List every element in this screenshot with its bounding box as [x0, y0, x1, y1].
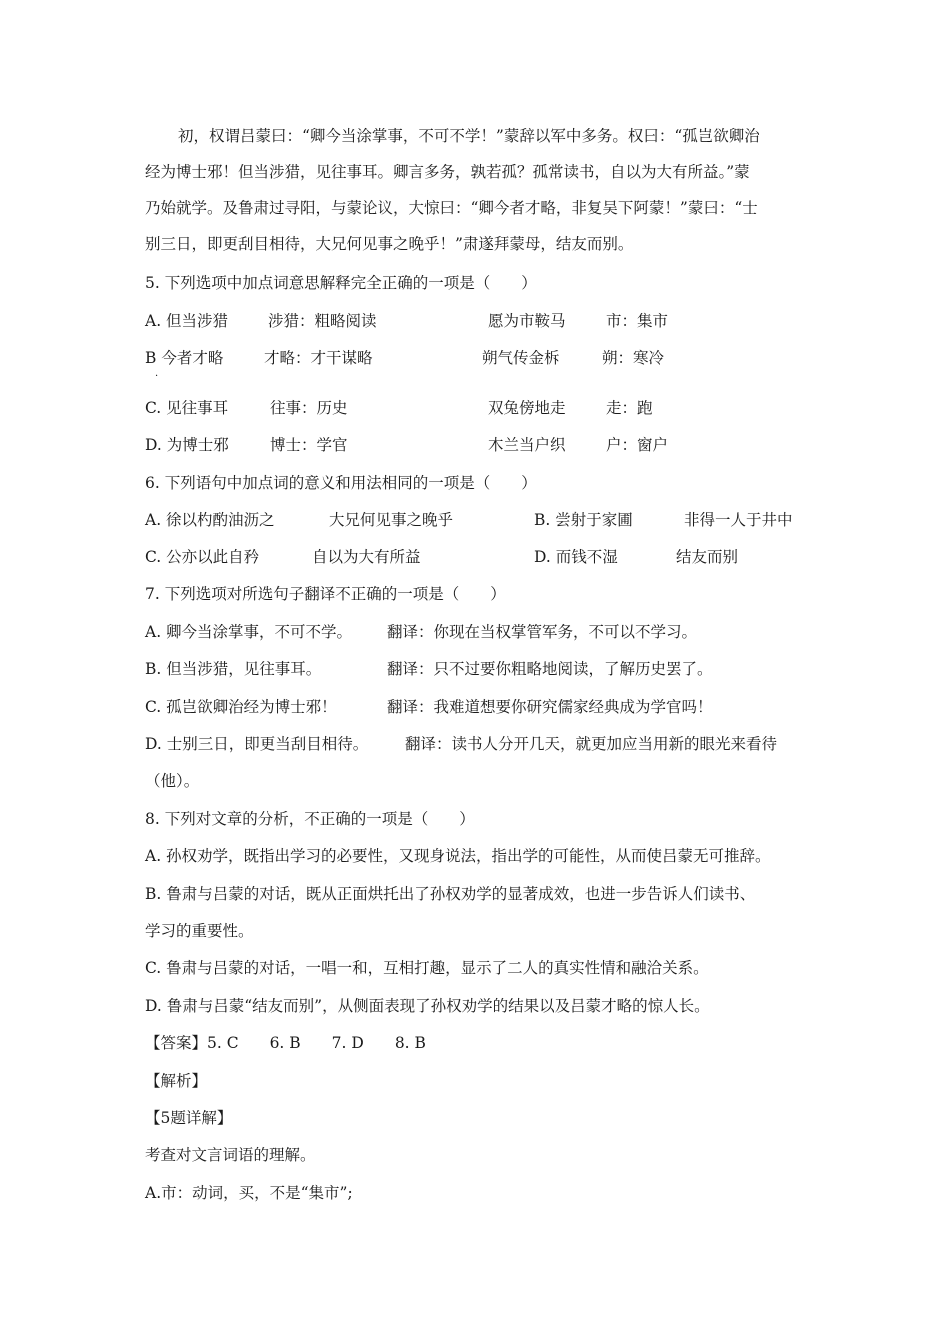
q7-option-c-sentence: C. 孤岂欲卿治经为博士邪！ [145, 698, 337, 716]
answer-line: 【答案】5. C 6. B 7. D 8. B [145, 1034, 426, 1052]
q7-option-d-translation: 翻译：读书人分开几天，就更加应当用新的眼光来看待 [405, 735, 778, 753]
q5-option-c-gloss: 往事：历史 [270, 399, 348, 417]
q6-option-d: D. 而钱不湿 [534, 548, 618, 566]
q5-option-b-item: B 今者才略 [145, 349, 224, 367]
emphasis-dot: · [155, 371, 159, 382]
q6-option-b: B. 尝射于家圃 [534, 511, 633, 529]
detail-5-label: 【5题详解】 [145, 1109, 233, 1127]
q7-option-a-translation: 翻译：你现在当权掌管军务，不可以不学习。 [387, 623, 698, 641]
q8-option-b-line-1: B. 鲁肃与吕蒙的对话，既从正面烘托出了孙权劝学的显著成效，也进一步告诉人们读书、 [145, 885, 756, 903]
q8-option-a: A. 孙权劝学，既指出学习的必要性，又现身说法，指出学的可能性，从而使吕蒙无可推辞。 [145, 847, 771, 865]
q5-option-d-item2: 木兰当户织 [488, 436, 566, 454]
q6-option-c: C. 公亦以此自矜 [145, 548, 260, 566]
q5-option-d-gloss2: 户：窗户 [606, 436, 669, 454]
analysis-label: 【解析】 [145, 1072, 208, 1090]
q6-option-a-pair: 大兄何见事之晚乎 [329, 511, 454, 529]
detail-5-intro: 考查对文言词语的理解。 [145, 1146, 316, 1164]
q7-option-d-continuation: （他）。 [145, 772, 200, 790]
q8-option-c: C. 鲁肃与吕蒙的对话，一唱一和，互相打趣，显示了二人的真实性情和融洽关系。 [145, 959, 709, 977]
q5-option-b-gloss: 才略：才干谋略 [264, 349, 373, 367]
q6-option-c-pair: 自以为大有所益 [312, 548, 421, 566]
q7-option-b-sentence: B. 但当涉猎，见往事耳。 [145, 660, 322, 678]
q8-option-b-line-2: 学习的重要性。 [145, 922, 254, 940]
q5-option-c-item: C. 见往事耳 [145, 399, 229, 417]
passage-line-3: 乃始就学。及鲁肃过寻阳，与蒙论议，大惊曰：“卿今者才略，非复吴下阿蒙！”蒙曰：“士 [145, 199, 758, 217]
detail-5-option-a: A.市：动词，买，不是“集市”; [145, 1184, 353, 1202]
q5-option-d-item: D. 为博士邪 [145, 436, 229, 454]
q8-option-d: D. 鲁肃与吕蒙“结友而别”，从侧面表现了孙权劝学的结果以及吕蒙才略的惊人长。 [145, 997, 710, 1015]
q7-option-b-translation: 翻译：只不过要你粗略地阅读，了解历史罢了。 [387, 660, 713, 678]
q7-option-d-sentence: D. 士别三日，即更当刮目相待。 [145, 735, 369, 753]
q5-option-d-gloss: 博士：学官 [270, 436, 348, 454]
q7-option-a-sentence: A. 卿今当涂掌事，不可不学。 [145, 623, 353, 641]
q5-option-c-gloss2: 走：跑 [606, 399, 653, 417]
q7-option-c-translation: 翻译：我难道想要你研究儒家经典成为学官吗！ [387, 698, 713, 716]
q6-option-a: A. 徐以杓酌油沥之 [145, 511, 275, 529]
q5-option-a-item2: 愿为市鞍马 [488, 312, 566, 330]
q6-option-b-pair: 非得一人于井中 [684, 511, 793, 529]
q8-stem: 8. 下列对文章的分析，不正确的一项是（ ） [145, 810, 475, 828]
q6-stem: 6. 下列语句中加点词的意义和用法相同的一项是（ ） [145, 474, 537, 492]
passage-line-4: 别三日，即更刮目相待，大兄何见事之晚乎！”肃遂拜蒙母，结友而别。 [145, 235, 634, 253]
q5-option-a-gloss: 涉猎：粗略阅读 [268, 312, 377, 330]
passage-line-1: 初，权谓吕蒙曰：“卿今当涂掌事，不可不学！”蒙辞以军中多务。权曰：“孤岂欲卿治 [178, 127, 760, 145]
passage-line-2: 经为博士邪！但当涉猎，见往事耳。卿言多务，孰若孤？孤常读书，自以为大有所益。”蒙 [145, 163, 750, 181]
q5-option-a-gloss2: 市：集市 [606, 312, 669, 330]
q5-stem: 5. 下列选项中加点词意思解释完全正确的一项是（ ） [145, 274, 537, 292]
q7-stem: 7. 下列选项对所选句子翻译不正确的一项是（ ） [145, 585, 506, 603]
q5-option-b-item2: 朔气传金柝 [482, 349, 560, 367]
q6-option-d-pair: 结友而别 [676, 548, 739, 566]
q5-option-b-gloss2: 朔：寒冷 [602, 349, 665, 367]
q5-option-a-item: A. 但当涉猎 [145, 312, 229, 330]
q5-option-c-item2: 双兔傍地走 [488, 399, 566, 417]
